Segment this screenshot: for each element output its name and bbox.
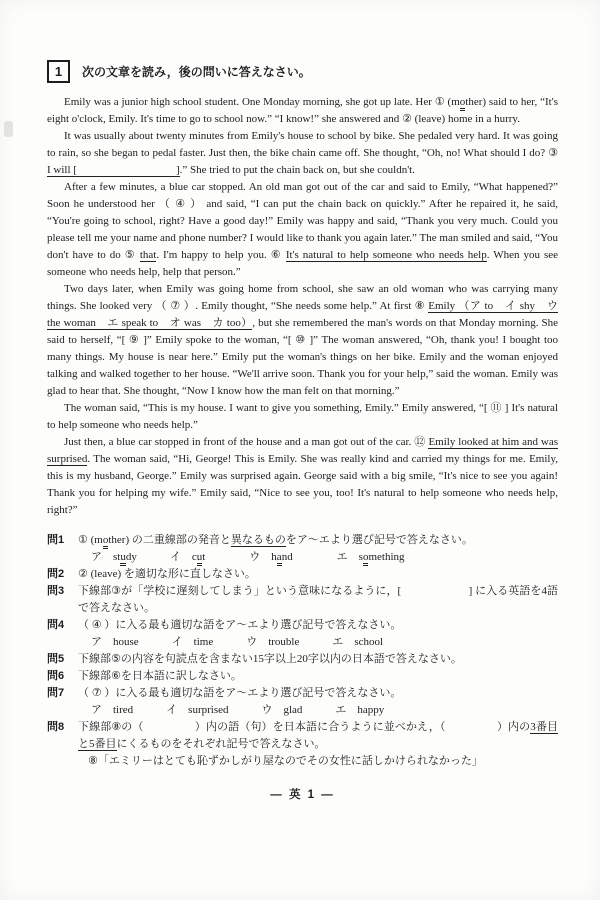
section-header bbox=[47, 60, 558, 83]
question-1-label: 問1 bbox=[47, 534, 65, 546]
question-6-text: 下線部⑥を日本語に訳しなさい。 bbox=[78, 670, 242, 682]
question-5-text: 下線部⑤の内容を句読点を含まない15字以上20字以内の日本語で答えなさい。 bbox=[78, 653, 462, 665]
question-8-text: 下線部⑧の（ ）内の語（句）を日本語に合うように並べかえ，（ ）内の3番目と5番目にくるものをそれぞれ記号で答えなさい。 bbox=[78, 721, 558, 750]
question-2 bbox=[47, 566, 558, 583]
question-7-text: （ ⑦ ）に入る最も適切な語をア～エより選び記号で答えなさい。 bbox=[78, 687, 402, 699]
question-4-text: （ ④ ）に入る最も適切な語をア～エより選び記号で答えなさい。 bbox=[78, 619, 402, 631]
question-2-text: ② (leave) を適切な形に直しなさい。 bbox=[78, 568, 256, 580]
passage-paragraph-6: Just then, a blue car stopped in front of the house and a man got out of the car. ⑫ Emily looked at him and was surprised. The woman said, “Hi, George! This is Emily. She was really kind and carried my things for me. Emily, this is my husband, George.” Emily was surprised again. George said with a big smile, “It's nice to see you again! Thank you for helping my wife.” Emily said, “Nice to see you, too! It's natural to help someone who needs help, right?” bbox=[47, 436, 558, 516]
passage-paragraph-5: The woman said, “This is my house. I want to give you something, Emily.” Emily answered, “[ ⑪ ] It's natural to help someone who needs help.” bbox=[47, 402, 558, 431]
question-5 bbox=[47, 651, 558, 668]
question-6-label: 問6 bbox=[47, 670, 65, 682]
question-3 bbox=[47, 583, 558, 617]
passage-paragraph-1: Emily was a junior high school student. One Monday morning, she got up late. Her ① (mother) said to her, “It's eight o'clock, Emily. It's time to go to school now.” “I know!” she answered and ② (leave) home in a hurry. bbox=[47, 96, 558, 125]
question-7-options: ア tired イ surprised ウ glad エ happy bbox=[91, 704, 385, 716]
question-8-example-sentence: ⑧「エミリーはとても恥ずかしがり屋なのでその女性に話しかけられなかった」 bbox=[88, 755, 483, 767]
question-7-label: 問7 bbox=[47, 687, 65, 699]
passage-paragraph-4: Two days later, when Emily was going home from school, she saw an old woman who was carrying many things. She looked very （ ⑦ ）. Emily thought, “She needs some help.” At first ⑧ Emily （ア to イ shy ウ the woman エ speak to オ was カ too）, but she remembered the man's words on that Monday morning. She said to herself, “[ ⑨ ]” Emily spoke to the woman, “[ ⑩ ]” The woman answered, “Oh, thank you! I bought too many things. My house is near here.” Emily put the woman's things on her bike. Emily and the woman enjoyed talking and walked together to her house. “We'll arrive soon. Thank you for your help,” said the woman. Emily was glad to hear that. She thought, “Now I know how the man felt on that morning.” bbox=[47, 283, 558, 397]
question-3-text: 下線部③が「学校に遅刻してしまう」という意味になるように，[ ] に入る英語を4語で答えなさい。 bbox=[78, 585, 558, 614]
question-4 bbox=[47, 617, 558, 651]
page-footer bbox=[47, 785, 558, 803]
question-1 bbox=[47, 532, 558, 566]
reading-passage bbox=[47, 94, 558, 519]
scan-artifact bbox=[4, 121, 13, 137]
question-7 bbox=[47, 685, 558, 719]
question-3-label: 問3 bbox=[47, 585, 65, 597]
section-number-box: 1 bbox=[47, 60, 70, 83]
question-8-label: 問8 bbox=[47, 721, 65, 733]
question-2-label: 問2 bbox=[47, 568, 65, 580]
question-1-text: ① (mother) の二重線部の発音と異なるものをア～エより選び記号で答えなさい。 bbox=[78, 532, 558, 549]
question-6 bbox=[47, 668, 558, 685]
passage-paragraph-3: After a few minutes, a blue car stopped. An old man got out of the car and said to Emily, “What happened?” Soon he understood her （ ④ ） and said, “I can put the chain back on quickly.” After he repaired it, he said, “You're going to school, right? Have a good day!” Emily was happy and said, “Thank you very much. Could you please tell me your name and phone number? I would like to thank you again later.” The man smiled and said, “You don't have to do ⑤ that. I'm happy to help you. ⑥ It's natural to help someone who needs help. When you see someone who needs help, help that person.” bbox=[47, 181, 558, 278]
questions-section bbox=[47, 532, 558, 770]
question-8 bbox=[47, 719, 558, 770]
question-4-label: 問4 bbox=[47, 619, 65, 631]
page-number: — 英 1 — bbox=[270, 789, 335, 801]
question-5-label: 問5 bbox=[47, 653, 65, 665]
question-1-options: ア study イ cut ウ hand エ something bbox=[78, 549, 558, 566]
passage-paragraph-2: It was usually about twenty minutes from Emily's house to school by bike. She pedaled very hard. It was going to rain, so she began to pedal faster. Just then, the bike chain came off. She thought, “Oh, no! What should I do? ③ I will [ ].” She tried to put the chain back on, but she couldn't. bbox=[47, 130, 558, 176]
exam-page bbox=[47, 60, 558, 803]
section-instruction: 次の文章を読み，後の問いに答えなさい。 bbox=[82, 65, 311, 79]
question-4-options: ア house イ time ウ trouble エ school bbox=[91, 636, 384, 648]
